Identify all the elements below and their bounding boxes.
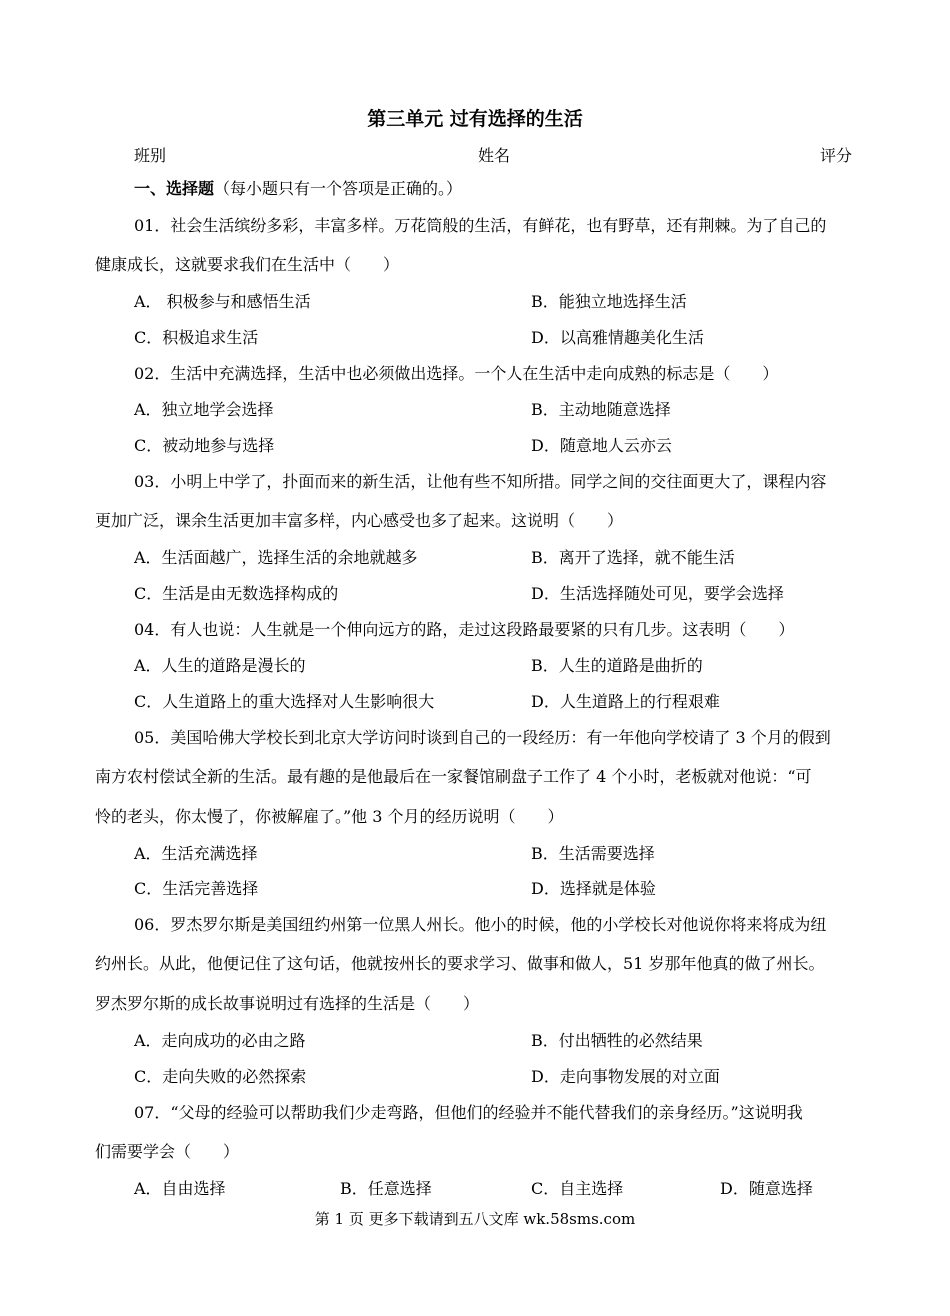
question-07-option-c: C．自主选择 [531,1179,624,1198]
question-07-option-a: A．自由选择 [134,1179,226,1198]
question-07-line-2: 们需要学会（ ） [95,1142,240,1161]
question-05-option-d: D．选择就是体验 [531,879,656,898]
question-01-option-c: C．积极追求生活 [134,328,259,347]
question-06-option-d: D．走向事物发展的对立面 [531,1067,720,1086]
question-01-line-2: 健康成长，这就要求我们在生活中（ ） [95,255,400,274]
name-label: 姓名 [478,146,511,165]
question-03-option-c: C．生活是由无数选择构成的 [134,584,339,603]
question-04-option-d: D．人生道路上的行程艰难 [531,692,720,711]
question-07-line-1: 07．“父母的经验可以帮助我们少走弯路，但他们的经验并不能代替我们的亲身经历。”这说明我 [134,1103,803,1122]
question-06-option-a: A．走向成功的必由之路 [134,1031,306,1050]
section-heading [134,178,462,200]
question-06-line-2: 约州长。从此，他便记住了这句话，他就按州长的要求学习、做事和做人，51 岁那年他真的做了州长。 [95,954,825,973]
question-05-option-c: C．生活完善选择 [134,879,259,898]
question-01-line-1: 01．社会生活缤纷多彩，丰富多样。万花筒般的生活，有鲜花，也有野草，还有荆棘。为了自己的 [134,216,827,235]
question-03-option-a: A．生活面越广，选择生活的余地就越多 [134,548,418,567]
question-02-line-1: 02．生活中充满选择，生活中也必须做出选择。一个人在生活中走向成熟的标志是（ ） [134,364,779,383]
question-06-line-1: 06．罗杰罗尔斯是美国纽约州第一位黑人州长。他小的时候，他的小学校长对他说你将来将成为纽 [134,915,827,934]
question-01-option-b: B．能独立地选择生活 [531,292,687,311]
question-03-option-d: D．生活选择随处可见，要学会选择 [531,584,784,603]
question-04-option-b: B．人生的道路是曲折的 [531,656,703,675]
question-01-option-d: D．以高雅情趣美化生活 [531,328,704,347]
question-05-line-1: 05．美国哈佛大学校长到北京大学访问时谈到自己的一段经历：有一年他向学校请了 3 个月的假到 [134,728,831,747]
score-label: 评分 [820,146,853,165]
question-06-option-c: C．走向失败的必然探索 [134,1067,307,1086]
question-07-option-d: D．随意选择 [720,1179,813,1198]
question-06-option-b: B．付出牺牲的必然结果 [531,1031,703,1050]
question-05-line-3: 怜的老头，你太慢了，你被解雇了。”他 3 个月的经历说明（ ） [95,807,564,826]
question-04-line-1: 04．有人也说：人生就是一个伸向远方的路，走过这段路最要紧的只有几步。这表明（ ） [134,620,795,639]
page-title: 第三单元 过有选择的生活 [367,108,583,130]
question-04-option-c: C．人生道路上的重大选择对人生影响很大 [134,692,435,711]
question-05-option-b: B．生活需要选择 [531,844,655,863]
section-title: 一、选择题 [134,179,215,198]
question-03-option-b: B．离开了选择，就不能生活 [531,548,735,567]
class-label: 班别 [134,146,167,165]
question-02-option-b: B．主动地随意选择 [531,400,671,419]
question-03-line-2: 更加广泛，课余生活更加丰富多样，内心感受也多了起来。这说明（ ） [95,511,624,530]
question-07-option-b: B．任意选择 [340,1179,432,1198]
question-06-line-3: 罗杰罗尔斯的成长故事说明过有选择的生活是（ ） [95,994,480,1013]
question-02-option-a: A．独立地学会选择 [134,400,274,419]
question-05-option-a: A．生活充满选择 [134,844,258,863]
section-note: （每小题只有一个答项是正确的。） [214,179,463,198]
question-02-option-d: D．随意地人云亦云 [531,436,672,455]
question-05-line-2: 南方农村偿试全新的生活。最有趣的是他最后在一家餐馆刷盘子工作了 4 个小时，老板就对他说：“可 [95,767,812,786]
question-02-option-c: C．被动地参与选择 [134,436,275,455]
page-footer: 第 1 页 更多下载请到五八文库 wk.58sms.com [314,1210,636,1228]
question-01-option-a: A． 积极参与和感悟生活 [134,292,311,311]
question-03-line-1: 03．小明上中学了，扑面而来的新生活，让他有些不知所措。同学之间的交往面更大了，课程内容 [134,472,827,491]
question-04-option-a: A．人生的道路是漫长的 [134,656,306,675]
